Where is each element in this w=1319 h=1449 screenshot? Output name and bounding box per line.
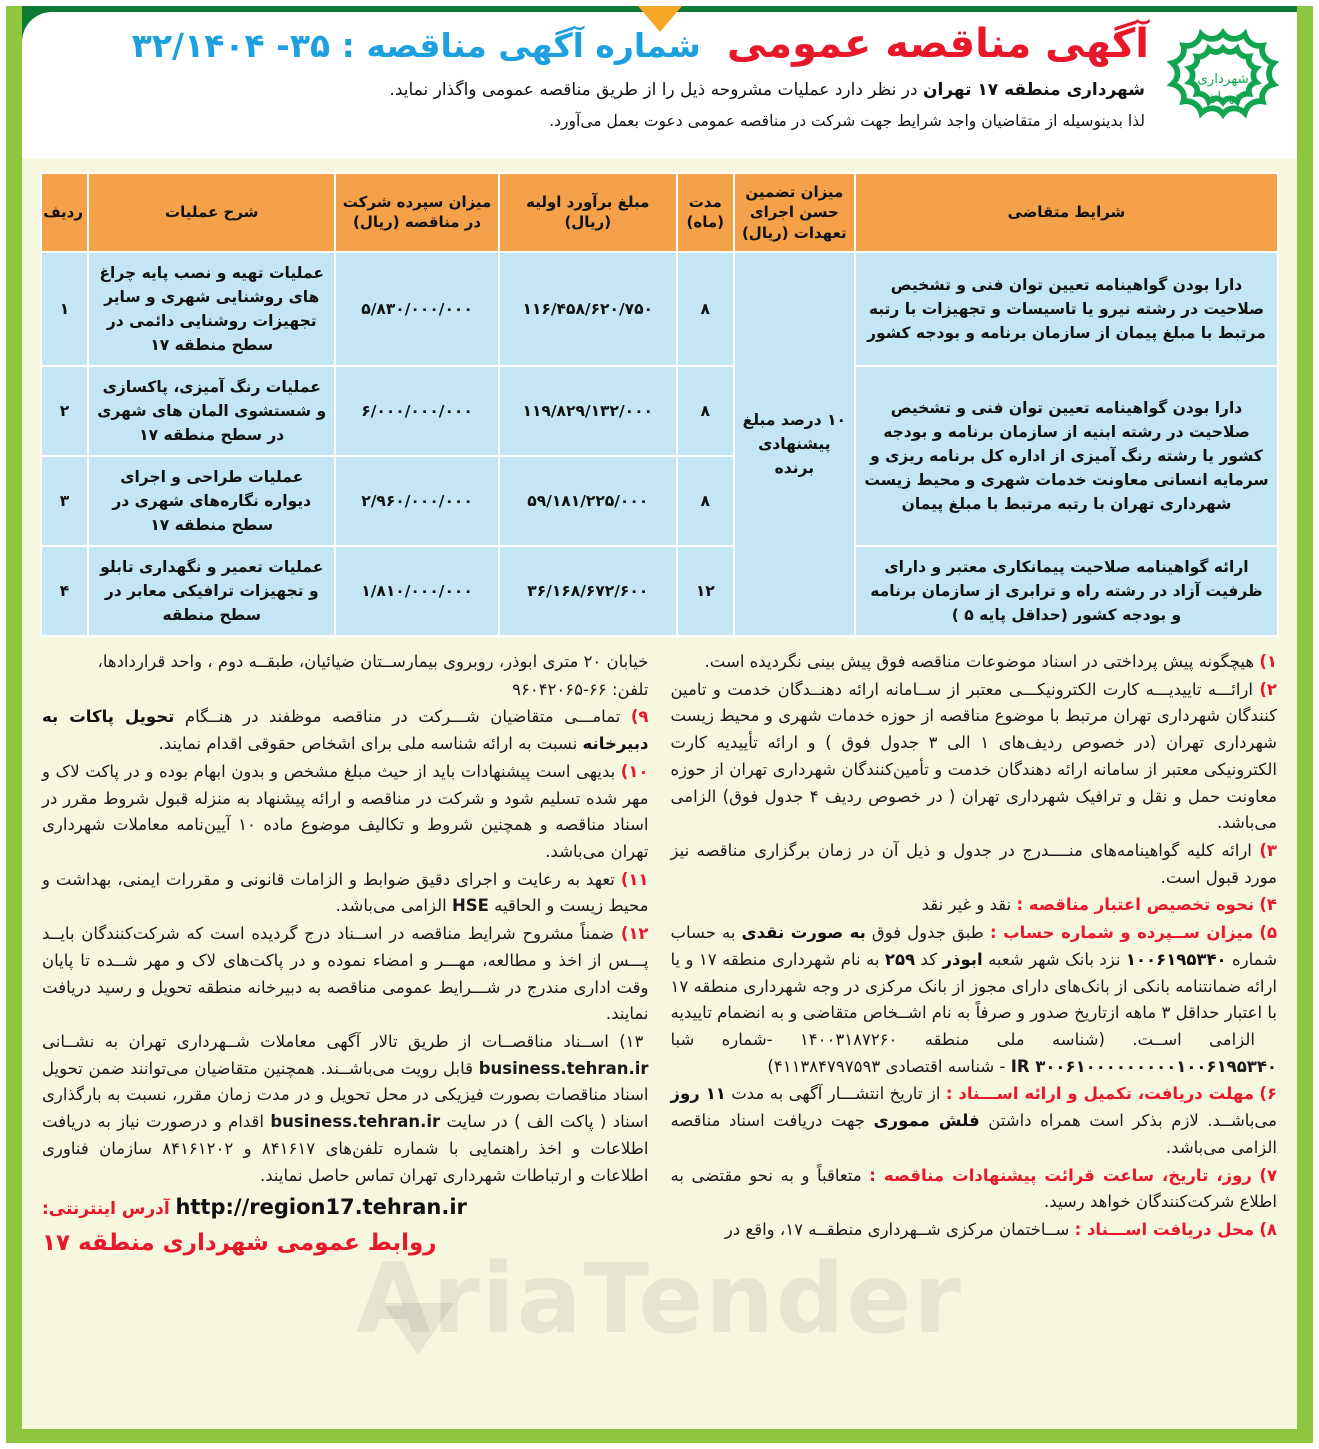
region17-website-link[interactable]: http://region17.tehran.ir [175,1195,467,1220]
organization-name: شهرداری منطقه ۱۷ تهران [922,80,1145,100]
tender-table [40,172,1279,637]
note-13-text-1: اســناد مناقصــات از طریق تالار آگهی معاملات شــهرداری تهران به نشــانی [42,1032,609,1052]
note-5-text-1: طبق جدول فوق [865,923,984,943]
address-line [42,649,649,676]
th-description: شرح عملیات [88,173,335,252]
note-12-text: ضمناً مشروح شرایط مناقصه در اســناد درج گردیده است که شرکت‌کنندگان بایــد پـــس از اخذ و مطالعه، مهـــر و امضاء نموده و در پاکت‌های لاک و مهر شــده تا پایان وقت اداری مندرج در شـــرایط عمومی مناقصه به دبیرخانه منطقه تحویل و رسید دریافت نمایند. [42,924,649,1024]
table-row [41,252,1278,366]
note-8-label: محل دریافت اســـناد : [1074,1220,1255,1240]
note-5-label: میزان ســپرده و شماره حساب : [989,923,1254,943]
cell-conditions: دارا بودن گواهینامه تعیین توان فنی و تشخیص صلاحیت در رشته نیرو یا تاسیسات و تجهیزات با رتبه مرتبط با مبلغ پیمان از سازمان برنامه و بودجه کشور [855,252,1278,366]
tender-number: شماره آگهی مناقصه : ۳۵- ۳۲/۱۴۰۴ [131,26,701,65]
cell-duration: ۸ [677,366,734,456]
note-5-account-number: ۱۰۰۶۱۹۵۳۴۰ [1125,949,1227,969]
note-11-text-1: تعهد به رعایت و اجرای دقیق ضوابط و الزامات قانونی و مقررات ایمنی، بهداشت و محیط زیست و الحاقیه [42,869,649,916]
note-5-text-2: به حساب شماره [670,923,1278,969]
note-13-text-2: قابل رویت می‌باشــند. همچنین متقاضیان می‌توانند ضمن تحویل اسناد مناقصات بصورت فیزیکی در محل تحویل و در مدت زمان مقرر، نسبت به بارگذاری اسناد ( پاکت الف ) در سایت [42,1058,649,1132]
cell-estimate: ۵۹/۱۸۱/۲۲۵/۰۰۰ [499,456,677,546]
note-1-number: ۱) [1259,651,1277,671]
table-header-row [41,173,1278,252]
triangle-marker-icon [638,6,682,32]
note-item-10 [42,759,649,866]
note-5-text-3: نزد بانک شهر شعبه [982,949,1121,969]
organization-line [242,78,1145,104]
cell-guarantee-merged: ۱۰ درصد مبلغ پیشنهادی برنده [734,252,855,636]
th-duration: مدت (ماه) [677,173,734,252]
cell-deposit: ۱/۸۱۰/۰۰۰/۰۰۰ [335,546,498,636]
svg-text:تهران: تهران [1207,89,1239,105]
note-10-number: ۱۰) [620,761,649,781]
tender-table-container [22,158,1297,643]
note-9-delivery-highlight: تحویل پاکات به دبیرخانه [42,707,649,754]
body-columns [22,643,1297,1429]
note-4-text: نقد و غیر نقد [921,895,1012,915]
cell-index: ۴ [41,546,88,636]
page-title: آگهی مناقصه عمومی [726,21,1149,67]
note-11-hse-label: HSE [451,896,489,916]
note-8-text: ســاختمان مرکزی شــهرداری منطقــه ۱۷، واقع در [724,1220,1070,1240]
note-13-number: ۱۳) [619,1032,644,1052]
cell-index: ۱ [41,252,88,366]
note-10-text: بدیهی است پیشنهادات باید از حیث مبلغ مشخص و بدون ابهام بوده و در پاکت لاک و مهر شده تسلیم شود و شرکت در مناقصه و ارائه پیشنهاد به منزله قبول شروط مقرر در اسناد مناقصه و همچنین شروط و تکالیف موضوع ماده ۱۰ آیین‌نامه معاملات شهرداری تهران می‌باشد. [42,761,649,861]
note-3-text: ارائه کلیه گواهینامه‌های منــــدرج در جدول و ذیل آن در زمان برگزاری مناقصه نیز مورد قبول است. [670,840,1277,887]
cell-description: عملیات طراحی و اجرای دیواره نگاره‌های شهری در سطح منطقه ۱۷ [88,456,335,546]
note-5-number: ۵) [1259,923,1278,943]
note-9-number: ۹) [630,707,649,727]
tehran-municipality-logo [1157,24,1289,152]
table-row [41,546,1278,636]
note-6-text-3: جهت دریافت اسناد مناقصه الزامی می‌باشد. [670,1111,1277,1157]
note-11-text-2: الزامی می‌باشد. [335,896,447,916]
note-7-text: متعاقباً و به نحو مقتضی به اطلاع شرکت‌کنندگان خواهد رسید. [670,1165,1277,1212]
signature-line: روابط عمومی شهرداری منطقه ۱۷ [42,1230,437,1257]
note-6-flash-memory: فلش مموری [873,1111,980,1131]
business-portal-link-2[interactable]: business.tehran.ir [270,1112,441,1132]
invitation-line: لذا بدینوسیله از متقاضیان واجد شرایط جهت شرکت در مناقصه عمومی دعوت بعمل می‌آورد. [549,112,1145,130]
note-6-text-1: از تاریخ انتشـــار آگهی به مدت [725,1084,941,1104]
note-item-12 [42,921,649,1028]
note-2-text: ارائـــه تاییدیـــه کارت الکترونیکـــی معتبر از ســامانه ارائه دهنــدگان خدمت و تامین کنندگان شهرداری تهران مرتبط با موضوع مناقصه از حوزه خدمات شهری و محیط زیست شهرداری تهران (در خصوص ردیف‌های ۱ الی ۳ جدول فوق ) و ارائه تأییدیه کارت الکترونیکی معتبر از سامانه ارائه دهندگان خدمت و تأمین‌کنندگان شهرداری تهران از حوزه معاونت حمل و نقل و ترافیک شهرداری تهران ( در خصوص ردیف ۴ جدول فوق) الزامی می‌باشد. [670,679,1278,833]
header-banner [22,6,1297,158]
note-3-number: ۳) [1259,840,1277,860]
organization-intent: در نظر دارد عملیات مشروحه ذیل را از طریق مناقصه عمومی واگذار نماید. [389,80,918,100]
cell-duration: ۱۲ [677,546,734,636]
cell-index: ۳ [41,456,88,546]
address-text: خیابان ۲۰ متری ابوذر، روبروی بیمارســتان ضیائیان، طبقــه دوم ، واحد قراردادها، [97,651,649,671]
cell-duration: ۸ [677,252,734,366]
note-12-number: ۱۲) [620,924,649,944]
note-6-duration: ۱۱ روز [670,1084,726,1104]
cell-duration: ۸ [677,456,734,546]
note-4-label: نحوه تخصیص اعتبار مناقصه : [1016,895,1255,915]
note-item-2 [671,677,1278,837]
cell-deposit: ۲/۹۶۰/۰۰۰/۰۰۰ [335,456,498,546]
note-5-branch-code: ۲۵۹ [884,949,916,969]
note-item-5 [671,920,1278,1080]
cell-estimate: ۱۱۹/۸۲۹/۱۳۲/۰۰۰ [499,366,677,456]
th-index: ردیف [41,173,88,252]
business-portal-link-1[interactable]: business.tehran.ir [478,1058,649,1078]
note-item-6 [671,1081,1278,1161]
cell-deposit: ۵/۸۳۰/۰۰۰/۰۰۰ [335,252,498,366]
page-frame [6,6,1313,1443]
cell-deposit: ۶/۰۰۰/۰۰۰/۰۰۰ [335,366,498,456]
th-deposit: میزان سپرده شرکت در مناقصه (ریال) [335,173,498,252]
note-11-number: ۱۱) [620,869,649,889]
note-6-number: ۶) [1259,1084,1278,1104]
cell-estimate: ۳۶/۱۶۸/۶۷۲/۶۰۰ [499,546,677,636]
th-conditions: شرایط متقاضی [855,173,1278,252]
note-item-7 [671,1163,1278,1216]
cell-conditions: ارائه گواهینامه صلاحیت پیمانکاری معتبر و دارای ظرفیت آزاد در رشته راه و ترابری از سازمان برنامه و بودجه کشور (حداقل پایه ۵ ) [855,546,1278,636]
note-item-9 [42,704,649,757]
cell-description: عملیات رنگ آمیزی، پاکسازی و شستشوی المان های شهری در سطح منطقه ۱۷ [88,366,335,456]
note-item-1 [671,649,1278,676]
note-item-11 [42,867,649,920]
note-9-text-2: نسبت به ارائه شناسه ملی برای اشخاص حقوقی اقدام نمایند. [158,734,578,754]
note-item-8 [671,1217,1278,1244]
note-item-4 [671,892,1278,919]
note-item-13 [42,1029,649,1189]
note-6-text-2: می‌باشــد. لازم بذکر است همراه داشتن [979,1111,1277,1131]
note-5-text-4: کد [915,949,938,969]
notes-column-left [42,649,649,1429]
phone-number: ۶۶-۹۶۰۴۲۰۶۵ [512,679,607,699]
svg-text:شهرداری: شهرداری [1197,71,1249,87]
notes-column-right [671,649,1278,1429]
note-5-branch-name: ابوذر [942,949,983,969]
note-5-text-6: - شناسه اقتصادی ۴۱۱۳۸۴۷۹۷۵۹۳) [767,1056,1006,1076]
note-8-number: ۸) [1259,1220,1277,1240]
note-6-label: مهلت دریافت، تکمیل و ارائه اســـناد : [945,1084,1254,1104]
website-line [42,1190,649,1224]
table-body [41,252,1278,636]
note-5-cash-mode: به صورت نقدی [741,923,866,943]
note-7-number: ۷) [1259,1165,1278,1185]
watermark-text: AriaTender [356,1242,963,1355]
note-item-3 [671,838,1278,891]
phone-line [42,677,649,704]
cell-description: عملیات تعمیر و نگهداری تابلو و تجهیزات ترافیکی معابر در سطح منطقه [88,546,335,636]
note-2-number: ۲) [1259,679,1277,699]
table-row [41,366,1278,456]
note-5-text-5: به نام شهرداری منطقه ۱۷ و یا ارائه ضمانتنامه بانکی از بانک‌های دارای مجوز از بانک مرکزی در وجه شهرداری منطقه ۱۷ با اعتبار حداقل ۳ ماهه ازتاریخ صدور و صرفاً به نام اشــخاص متقاضی و به انضمام تاییدیه الزامی اســت. (شناسه ملی منطقه ۱۴۰۰۳۱۸۷۲۶۰ -شماره شبا [670,949,1277,1050]
cell-index: ۲ [41,366,88,456]
phone-label: تلفن: [611,679,649,699]
note-5-iban: IR ۳۰۰۶۱۰۰۰۰۰۰۰۰۰۱۰۰۶۱۹۵۳۴۰ [1010,1056,1277,1076]
note-1-text: هیچگونه پیش پرداختی در اسناد موضوعات مناقصه فوق پیش بینی نگردیده است. [704,651,1255,671]
note-9-text-1: تمامـــی متقاضیان شـــرکت در مناقصه موظفند در هنــگام [174,707,621,727]
note-7-label: روز، تاریخ، ساعت قرائت پیشنهادات مناقصه : [869,1165,1252,1185]
note-4-number: ۴) [1259,895,1277,915]
cell-conditions: دارا بودن گواهینامه تعیین توان فنی و تشخیص صلاحیت در رشته ابنیه از سازمان برنامه و بودجه کشور یا رشته رنگ آمیزی از اداره کل برنامه ریزی و سرمایه انسانی معاونت خدمات شهری و محیط زیست شهرداری تهران با رتبه مرتبط با مبلغ پیمان [855,366,1278,546]
note-13-text-3: اقدام و درصورت نیاز به دریافت اطلاعات و اخذ راهنمایی با شماره تلفن‌های ۸۴۱۶۱۷ و ۸۴۱۶۱۲۰۲ سازمان فناوری اطلاعات و ارتباطات شهرداری تهران تماس حاصل نمایند. [42,1112,649,1185]
footer-bar [22,1429,1297,1443]
header-title-row [42,22,1149,66]
cell-estimate: ۱۱۶/۴۵۸/۶۲۰/۷۵۰ [499,252,677,366]
cell-description: عملیات تهیه و نصب پایه چراغ های روشنایی شهری و سایر تجهیزات روشنایی دائمی در سطح منطقه ۱۷ [88,252,335,366]
th-guarantee: میزان تضمین حسن اجرای تعهدات (ریال) [734,173,855,252]
th-estimate: مبلغ برآورد اولیه (ریال) [499,173,677,252]
website-label: آدرس اینترنتی: [42,1199,170,1220]
